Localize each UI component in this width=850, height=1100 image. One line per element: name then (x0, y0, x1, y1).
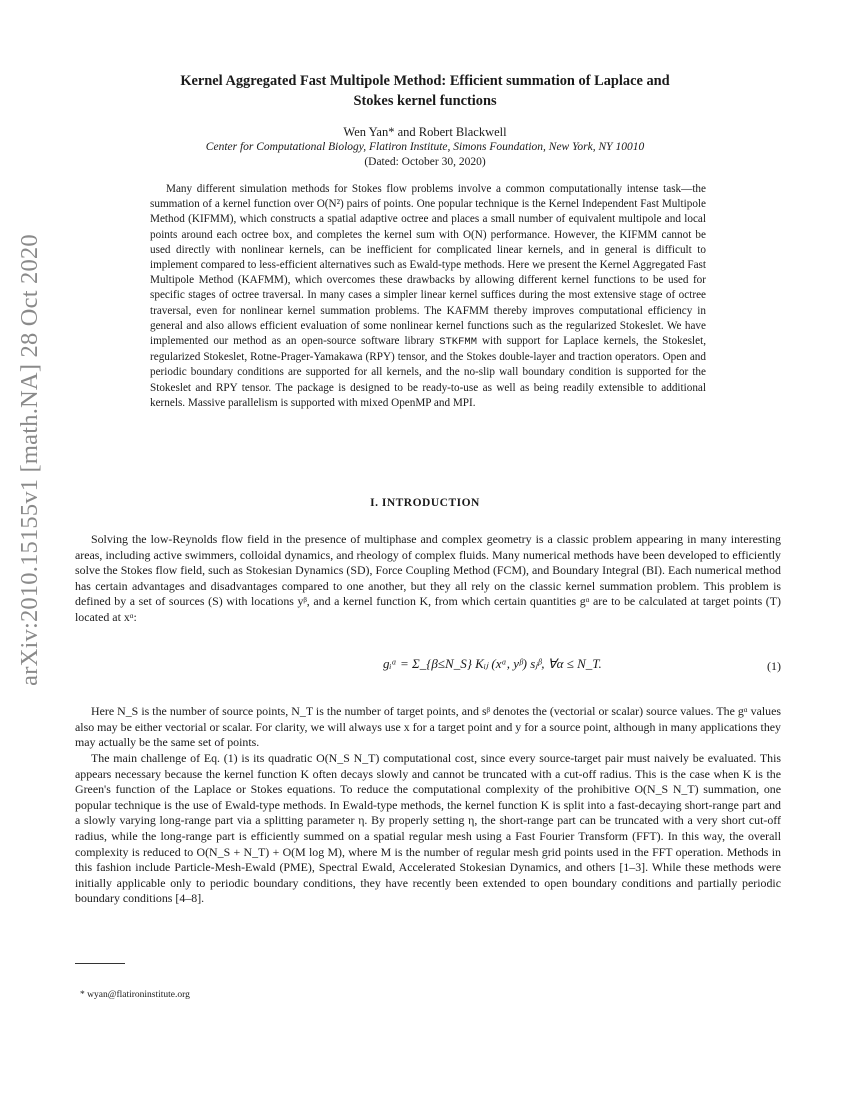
footnote-email: * wyan@flatironinstitute.org (80, 990, 190, 1000)
abstract-text-part1: Many different simulation methods for Stokes flow problems involve a common computationally intense task—the summation of a kernel function over O(N²) pairs of points. One popular technique is the Kernel Independent Fast Multipole Method (KIFMM), which constructs a spatial adaptive octree and places a small number of equivalent multipole and local points around each octree box, and completes the kernel sum with O(N) performance. However, the KIFMM cannot be used directly with nonlinear kernels, can be inefficient for complicated linear kernels, and in general is difficult to implement compared to less-efficient alternatives such as Ewald-type methods. Here we present the Kernel Aggregated Fast Multipole Method (KAFMM), which overcomes these drawbacks by allowing different kernel functions to be used for specific stages of octree traversal. In many cases a simpler linear kernel suffices during the most extensive stage of octree traversal, even for nonlinear kernel summation problems. The KAFMM thereby improves computational efficiency in general and also allows efficient evaluation of some nonlinear kernel functions such as the regularized Stokeslet. We have implemented our method as an open-source software library (150, 183, 706, 348)
abstract-text-part2: with support for Laplace kernels, the Stokeslet, regularized Stokeslet, Rotne-Prager-Yamakawa (RPY) tensor, and the Stokes double-layer and traction operators. Open and periodic boundary conditions are supported for all kernels, and the no-slip wall boundary condition is supported for the Stokeslet and RPY tensor. The package is designed to be ready-to-use as well as being readily extensible to additional kernels. Massive parallelism is supported with mixed OpenMP and MPI. (150, 335, 707, 409)
title-line-1: Kernel Aggregated Fast Multipole Method: Efficient summation of Laplace and (180, 73, 670, 89)
date-line: (Dated: October 30, 2020) (364, 156, 486, 168)
abstract (150, 182, 706, 411)
arxiv-identifier: arXiv:2010.15155v1 [math.NA] 28 Oct 2020 (16, 234, 43, 686)
section-heading-introduction: I. INTRODUCTION (370, 497, 480, 509)
affiliation: Center for Computational Biology, Flatiron Institute, Simons Foundation, New York, NY 10010 (205, 141, 645, 153)
footnote-divider (75, 963, 125, 964)
paragraph-3: The main challenge of Eq. (1) is its quadratic O(N_S N_T) computational cost, since every source-target pair must naively be evaluated. This appears necessary because the kernel function K often decays slowly and cannot be truncated with a cut-off radius. This is the case when K is the Green's function of the Laplace or Stokes equations. To reduce the computational complexity of the prohibitive O(N_S N_T) summation, one popular technique is the use of Ewald-type methods. In Ewald-type methods, the kernel function K is split into a fast-decaying short-range part and a slowly varying long-range part via a splitting parameter η. By properly setting η, the short-range part can be truncated with a very short cut-off radius, while the long-range part is efficiently summed on a spatial regular mesh using a Fast Fourier Transform (FFT). In this way, the overall complexity is reduced to O(N_S + N_T) + O(M log M), where M is the number of regular mesh grid points used in the FFT operation. Methods in this fashion include Particle-Mesh-Ewald (PME), Spectral Ewald, Accelerated Stokesian Dynamics, and others [1–3]. While these methods were initially applicable only to periodic boundary conditions, they have recently been extended to open boundary conditions and partially periodic boundary conditions [4–8]. (75, 751, 781, 906)
authors: Wen Yan* and Robert Blackwell (343, 125, 507, 139)
paragraph-2: Here N_S is the number of source points, N_T is the number of target points, and sᵝ denotes the (vectorial or scalar) source values. The gᵅ values also may be either vectorial or scalar. For clarity, we will always use x for a target point and y for a source point, although in many applications they may actually be the same set of points. (75, 704, 781, 750)
equation-number: (1) (767, 659, 781, 673)
equation-formula: gᵢᵅ = Σ_{β≤N_S} Kᵢⱼ (xᵅ, yᵝ) sⱼᵝ, ∀α ≤ N_T. (383, 656, 602, 671)
paper-title (80, 71, 770, 111)
paragraph-1: Solving the low-Reynolds flow field in the presence of multiphase and complex geometry is a classic problem appearing in many interesting areas, including active swimmers, colloidal dynamics, and rheology of complex fluids. Many numerical methods have been developed to efficiently solve the Stokes flow field, such as Stokesian Dynamics (SD), Force Coupling Method (FCM), and Boundary Integral (BI). Each numerical method has certain advantages and disadvantages compared to one another, but they all rely on the classic kernel summation problem. This problem is defined by a set of sources (S) with locations yᵝ, and a kernel function K, from which certain quantities gᵅ are to be calculated at target points (T) located at xᵅ: (75, 532, 781, 624)
arxiv-sidebar (0, 234, 60, 686)
library-name: STKFMM (439, 336, 478, 349)
equation-1 (75, 654, 781, 690)
title-line-2: Stokes kernel functions (353, 93, 497, 109)
